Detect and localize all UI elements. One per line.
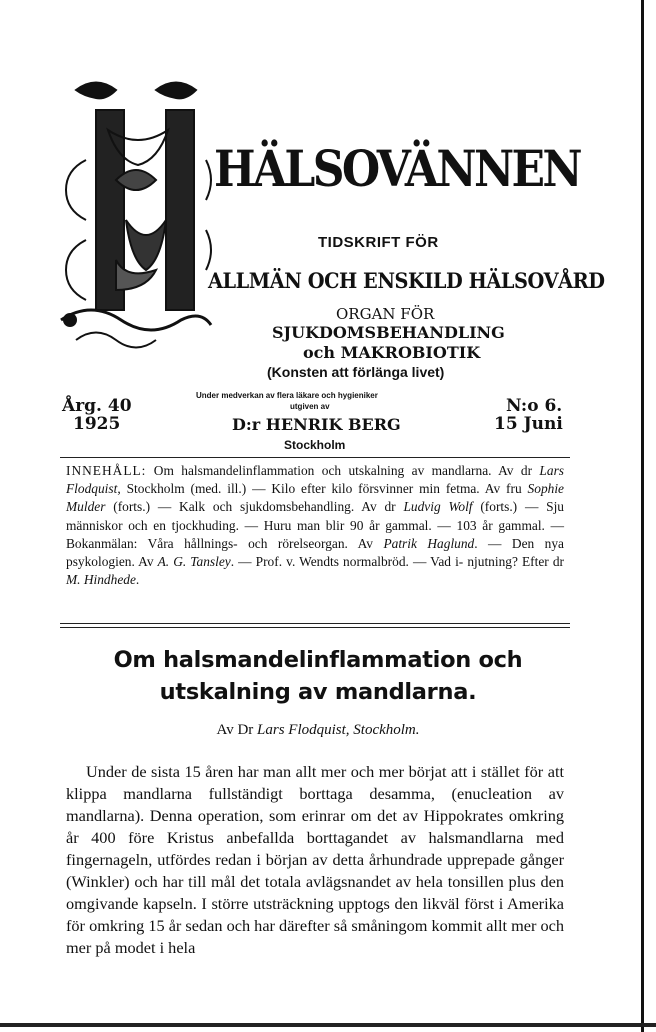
contents-author: A. G. Tansley — [157, 554, 231, 570]
decorative-initial-h-ornament — [56, 70, 216, 360]
organ-label: ORGAN FÖR — [336, 305, 435, 323]
contents-text: . — Den nya psykologien. Av — [66, 535, 564, 570]
contents-bottom-rule-2 — [60, 627, 570, 628]
contents-author: M. Hindhede — [66, 572, 136, 588]
editor-city: Stockholm — [284, 438, 346, 452]
byline-prefix: Av Dr — [216, 722, 258, 738]
masthead-motto: (Konsten att förlänga livet) — [267, 364, 445, 380]
issue-volume: Årg. 40 — [62, 396, 132, 416]
contents-author: Lars Flodquist — [66, 463, 564, 497]
article-paragraph: Under de sista 15 åren har man allt mer och mer börjat att i stället för att klippa mandlarna fullständigt borttaga desamma, (enucleation av mandlarna). Denna operation, som erinrar om det av Hippokrates omkring år 400 före Kristus anbefallda borttagandet av halsmandlarna med fingernageln, utfördes redan i början av detta århundrade upprepade gånger (Winkler) och har till mål det totala avlägsnandet av hela tonsillen plus den omgivande kapseln. I större utsträckning upptogs den likväl först i Amerika för omkring 15 år sedan och har därefter så småningom kommit allt mer och mer på modet i hela — [66, 762, 564, 957]
article-byline — [60, 722, 576, 739]
contents-author: Sophie Mulder — [66, 481, 564, 515]
editor-name: D:r HENRIK BERG — [232, 415, 401, 434]
contents-text: . — Prof. v. Wendts normalbröd. — Vad i- njutning? Efter dr — [230, 554, 564, 570]
article-title: Om halsmandelinflammation och utskalning av mandlarna. — [113, 647, 523, 705]
issue-number: N:o 6. — [506, 396, 563, 416]
contents-author: Ludvig Wolf — [403, 499, 473, 515]
contents-text: (forts.) — Sju människor och en tjockhuding. — Huru man blir 90 år gammal. — 103 år gammal. — Bokanmälan: Våra hållnings- och rörelseorgan. Av — [66, 499, 565, 551]
contents-top-rule — [60, 457, 570, 458]
masthead-subtitle-2: ALLMÄN OCH ENSKILD HÄLSOVÅRD — [208, 268, 605, 293]
masthead-line-1: SJUKDOMSBEHANDLING — [272, 323, 505, 342]
contents-bottom-rule — [60, 623, 570, 624]
published-by-label: utgiven av — [290, 402, 330, 411]
contents-author: Patrik Haglund — [383, 535, 475, 551]
contents-text: . — [135, 572, 140, 588]
table-of-contents — [66, 462, 564, 589]
page-edge-shadow — [641, 0, 644, 1032]
issue-date: 15 Juni — [494, 414, 563, 434]
masthead-subtitle: TIDSKRIFT FÖR — [318, 234, 439, 251]
contents-label: INNEHÅLL: — [66, 463, 147, 478]
article-body — [66, 761, 564, 959]
contents-text: (forts.) — Kalk och sjukdomsbehandling. Av dr — [105, 499, 404, 515]
collaboration-note: Under medverkan av flera läkare och hygieniker — [196, 391, 378, 400]
page-bottom-edge — [0, 1023, 656, 1027]
contents-text: Om halsmandelinflammation och utskalning av mandlarna. Av dr — [146, 463, 540, 478]
masthead-title: HÄLSOVÄNNEN — [214, 139, 580, 198]
byline-author: Lars Flodquist, Stockholm. — [257, 722, 420, 738]
issue-year: 1925 — [73, 414, 121, 434]
contents-text: , Stockholm (med. ill.) — Kilo efter kilo försvinner min fetma. Av fru — [117, 481, 528, 497]
masthead-line-2: och MAKROBIOTIK — [303, 343, 481, 362]
